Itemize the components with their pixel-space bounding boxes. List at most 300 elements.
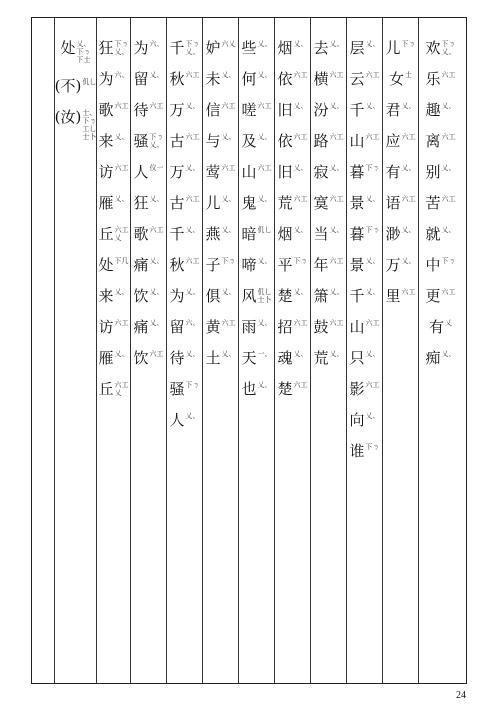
lyric-cell: [133, 164, 163, 181]
notation-mark: 六工: [365, 319, 380, 327]
notation-mark: 乂、: [365, 257, 380, 265]
lyric-cell: [313, 102, 343, 119]
lyric-cell: [98, 102, 128, 119]
lyric-cell: [169, 226, 199, 243]
notation-mark: 乂、: [293, 164, 308, 172]
lyric-character: 痛: [133, 318, 149, 336]
notation-mark: 乂、: [257, 319, 272, 327]
lyric-character: 骚: [169, 380, 185, 398]
lyric-character: 骚: [133, 132, 149, 150]
notation-mark: 六工: [329, 195, 344, 203]
score-column: [274, 18, 310, 683]
lyric-character: 千: [349, 287, 365, 305]
lyric-character: 影: [349, 380, 365, 398]
notation-mark: 六工: [185, 133, 200, 141]
lyric-character: 儿: [385, 39, 401, 57]
lyric-character: 天: [241, 349, 257, 367]
notation-mark: 乂、: [185, 226, 200, 234]
notation-mark: 下ㄋ: [401, 40, 416, 48]
lyric-cell: [133, 288, 163, 305]
notation-mark: 乂、: [221, 350, 236, 358]
notation-mark: 乂、: [257, 257, 272, 265]
notation-mark: 六工: [329, 71, 344, 79]
lyric-character: 有: [428, 318, 445, 336]
lyric-character: 与: [205, 132, 221, 150]
lyric-character: 狂: [133, 194, 149, 212]
lyric-character: 横: [313, 70, 329, 88]
notation-mark: 仉乚: [82, 78, 97, 86]
column-stack: [313, 40, 343, 381]
notation-mark: 六工: [185, 257, 200, 265]
lyric-cell: [241, 164, 271, 181]
lyric-cell: [205, 71, 235, 88]
lyric-character: 依: [277, 70, 293, 88]
lyric-character: 万: [169, 163, 185, 181]
lyric-cell: [241, 102, 271, 119]
lyric-cell: [241, 195, 271, 212]
notation-mark: 六工: [441, 195, 456, 203]
lyric-cell: [98, 288, 128, 305]
lyric-character: 丘: [98, 225, 114, 243]
lyric-character: 烟: [277, 39, 293, 57]
lyric-cell: [425, 288, 455, 305]
lyric-cell: [98, 350, 128, 367]
lyric-cell: [425, 226, 455, 243]
lyric-cell: [169, 381, 199, 398]
lyric-character: 秋: [169, 70, 185, 88]
lyric-cell: [385, 40, 415, 57]
lyric-character: 招: [277, 318, 293, 336]
lyric-cell: [313, 195, 343, 212]
lyric-cell: [205, 195, 235, 212]
lyric-character: 歌: [133, 225, 149, 243]
lyric-cell: [313, 257, 343, 274]
lyric-character: 来: [98, 132, 114, 150]
lyric-cell: [169, 102, 199, 119]
notation-mark: 乂、: [257, 381, 272, 389]
lyric-cell: [313, 319, 343, 336]
lyric-cell: [349, 412, 379, 429]
lyric-cell: [169, 412, 199, 429]
lyric-cell: [133, 226, 163, 243]
lyric-cell: [169, 257, 199, 274]
lyric-cell: [241, 71, 271, 88]
lyric-character: 汾: [313, 101, 329, 119]
lyric-character: 痛: [133, 256, 149, 274]
lyric-character: 儿: [205, 194, 221, 212]
notation-mark: 乂、: [293, 40, 308, 48]
lyric-character: 待: [169, 349, 185, 367]
lyric-character: 留: [169, 318, 185, 336]
notation-mark: 六工: [257, 164, 272, 172]
lyric-character: 中: [425, 256, 441, 274]
notation-mark: 乂、: [441, 164, 456, 172]
column-stack: [277, 40, 307, 412]
lyric-character: 人: [169, 411, 185, 429]
column-stack: [241, 40, 271, 412]
lyric-character: 访: [98, 163, 114, 181]
notation-mark: 六、: [114, 71, 129, 79]
notation-mark: 六工: [257, 102, 272, 110]
lyric-character: 君: [385, 101, 401, 119]
notation-mark: 下ㄋ: [365, 443, 380, 451]
notation-mark: 六工: [365, 133, 380, 141]
notation-mark: 六工: [441, 133, 456, 141]
lyric-cell: [277, 288, 307, 305]
notation-mark: 仉乚: [257, 226, 272, 234]
lyric-cell: [277, 133, 307, 150]
lyric-character: 处: [98, 256, 114, 274]
lyric-character: 应: [385, 132, 401, 150]
lyric-character: 雨: [241, 318, 257, 336]
lyric-cell: [385, 226, 415, 243]
notation-mark: 六工: [293, 71, 308, 79]
lyric-cell: [98, 133, 128, 150]
lyric-character: 古: [169, 132, 185, 150]
lyric-cell: [349, 164, 379, 181]
lyric-character: 为: [169, 287, 185, 305]
lyric-cell: [349, 288, 379, 305]
column-stack: [425, 40, 455, 381]
notation-mark: 六工: [441, 71, 456, 79]
notation-mark: 六工: [293, 133, 308, 141]
lyric-cell: [425, 257, 455, 274]
score-column: [96, 18, 130, 683]
notation-mark: 六工: [329, 257, 344, 265]
notation-mark: 六工: [114, 319, 129, 327]
notation-mark: 下几: [114, 257, 129, 265]
notation-mark: 乂、: [293, 350, 308, 358]
notation-mark: 仪一: [149, 164, 164, 172]
notation-mark: 乂、: [221, 288, 236, 296]
notation-mark: 乂、: [365, 288, 380, 296]
lyric-character: 秋: [169, 256, 185, 274]
lyric-cell: [313, 350, 343, 367]
lyric-character: 饮: [133, 287, 149, 305]
lyric-character: 层: [349, 39, 365, 57]
notation-mark: 六工: [149, 226, 164, 234]
notation-mark: 乂、: [329, 226, 344, 234]
notation-mark: 乂、: [185, 412, 200, 420]
lyric-cell: [349, 133, 379, 150]
lyric-character: 乐: [425, 70, 441, 88]
notation-mark: 乂、: [221, 133, 236, 141]
notation-mark: 乂、: [221, 71, 236, 79]
lyric-cell: [277, 350, 307, 367]
notation-mark: 六工: [221, 102, 236, 110]
lyric-character: 千: [169, 39, 185, 57]
lyric-cell: [241, 226, 271, 243]
lyric-character: 鼓: [313, 318, 329, 336]
lyric-cell: [169, 71, 199, 88]
column-stack: [385, 40, 415, 319]
lyric-character: 处: [60, 39, 76, 57]
lyric-cell: [133, 71, 163, 88]
lyric-character: 风: [241, 287, 257, 305]
notation-mark: 六工: [114, 164, 129, 172]
lyric-cell: [277, 164, 307, 181]
lyric-cell: [169, 40, 199, 57]
notation-mark: 下ㄋ: [365, 226, 380, 234]
lyric-cell: [98, 195, 128, 212]
notation-mark: 乂、: [114, 195, 129, 203]
lyric-cell: [385, 133, 415, 150]
lyric-character: 里: [385, 287, 401, 305]
notation-mark: 乂、 下ㄋ 下士: [76, 40, 91, 64]
lyric-cell: [55, 78, 97, 95]
notation-mark: 乂、: [149, 257, 164, 265]
notation-mark: 六工: [293, 319, 308, 327]
lyric-character: 待: [133, 101, 149, 119]
lyric-character: 路: [313, 132, 329, 150]
notation-mark: 六工: [149, 102, 164, 110]
notation-mark: 乂、: [114, 133, 129, 141]
lyric-cell: [349, 71, 379, 88]
lyric-character: 有: [385, 163, 401, 181]
lyric-character: 楚: [277, 380, 293, 398]
lyric-cell: [205, 226, 235, 243]
score-column: [382, 18, 418, 683]
column-stack: [55, 40, 97, 155]
lyric-cell: [349, 102, 379, 119]
lyric-character: 山: [349, 318, 365, 336]
lyric-cell: [313, 288, 343, 305]
lyric-character: 年: [313, 256, 329, 274]
lyric-character: 为: [133, 39, 149, 57]
lyric-cell: [425, 40, 455, 57]
notation-mark: 六工 乂: [114, 226, 129, 242]
lyric-cell: [277, 71, 307, 88]
lyric-cell: [205, 164, 235, 181]
lyric-character: 景: [349, 256, 365, 274]
lyric-cell: [169, 133, 199, 150]
lyric-cell: [60, 40, 90, 64]
lyric-cell: [241, 319, 271, 336]
lyric-character: 雁: [98, 349, 114, 367]
lyric-character: 山: [241, 163, 257, 181]
notation-mark: 六工: [401, 195, 416, 203]
lyric-character: 人: [133, 163, 149, 181]
lyric-character: 访: [98, 318, 114, 336]
notation-mark: 乂、: [221, 195, 236, 203]
column-stack: [35, 40, 51, 54]
lyric-cell: [313, 71, 343, 88]
score-column: [54, 18, 96, 683]
lyric-character: 千: [349, 101, 365, 119]
lyric-character: 旧: [277, 101, 293, 119]
notation-mark: 乂、: [257, 71, 272, 79]
lyric-cell: [98, 71, 128, 88]
notation-mark: 乂、: [185, 350, 200, 358]
lyric-cell: [313, 40, 343, 57]
lyric-character: 旧: [277, 163, 293, 181]
notation-mark: 乂、: [221, 226, 236, 234]
lyric-character: 雁: [98, 194, 114, 212]
notation-mark: 六工: [149, 350, 164, 358]
lyric-character: (不): [54, 77, 82, 95]
notation-mark: 乂、: [365, 195, 380, 203]
lyric-cell: [425, 195, 455, 212]
lyric-cell: [277, 381, 307, 398]
lyric-character: 更: [425, 287, 441, 305]
score-columns: [32, 18, 466, 683]
column-stack: [205, 40, 235, 381]
column-stack: [133, 40, 163, 381]
notation-mark: 下ㄋ: [293, 257, 308, 265]
lyric-character: 何: [241, 70, 257, 88]
lyric-character: 楚: [277, 287, 293, 305]
lyric-character: 为: [98, 70, 114, 88]
notation-mark: 六工: [185, 71, 200, 79]
lyric-character: 寞: [313, 194, 329, 212]
notation-mark: 六工: [221, 164, 236, 172]
notation-mark: 六工: [293, 195, 308, 203]
lyric-character: 痴: [425, 349, 441, 367]
lyric-character: 啼: [241, 256, 257, 274]
notation-mark: 乂、: [114, 288, 129, 296]
notation-mark: 六工: [441, 288, 456, 296]
lyric-cell: [277, 257, 307, 274]
column-stack: [169, 40, 199, 443]
lyric-character: 就: [425, 225, 441, 243]
notation-mark: 下ㄋ 乂、: [149, 133, 164, 149]
lyric-character: 暮: [349, 225, 365, 243]
notation-mark: 下ㄋ: [441, 257, 456, 265]
lyric-cell: [425, 350, 455, 367]
lyric-cell: [205, 319, 235, 336]
lyric-cell: [98, 319, 128, 336]
lyric-cell: [133, 102, 163, 119]
lyric-character: 景: [349, 194, 365, 212]
notation-mark: 乂、: [185, 164, 200, 172]
notation-mark: 乂、: [401, 102, 416, 110]
notation-mark: 六工: [365, 381, 380, 389]
notation-mark: 乂、: [401, 226, 416, 234]
lyric-cell: [98, 40, 128, 57]
lyric-character: 鬼: [241, 194, 257, 212]
score-column: [32, 18, 54, 683]
lyric-character: 些: [241, 39, 257, 57]
lyric-cell: [313, 226, 343, 243]
lyric-character: 信: [205, 101, 221, 119]
column-stack: [349, 40, 379, 474]
notation-mark: 乂、: [365, 40, 380, 48]
lyric-character: 暮: [349, 163, 365, 181]
notation-mark: 下ㄋ 乂、: [441, 40, 456, 56]
notation-mark: 乂、: [185, 102, 200, 110]
notation-mark: 六工: [221, 319, 236, 327]
notation-mark: 一、: [257, 350, 272, 358]
lyric-cell: [98, 226, 128, 243]
lyric-character: 女: [388, 70, 405, 88]
lyric-character: 向: [349, 411, 365, 429]
lyric-character: 荒: [313, 349, 329, 367]
notation-mark: 乂: [445, 319, 453, 327]
lyric-cell: [205, 102, 235, 119]
notation-mark: 六工: [185, 195, 200, 203]
lyric-character: 谁: [349, 442, 365, 460]
lyric-character: 欢: [425, 39, 441, 57]
notation-mark: 乂、: [401, 257, 416, 265]
score-column: [202, 18, 238, 683]
lyric-character: 妒: [205, 39, 221, 57]
notation-mark: 六工: [329, 319, 344, 327]
lyric-cell: [205, 257, 235, 274]
notation-mark: 乂、: [149, 71, 164, 79]
lyric-character: 只: [349, 349, 365, 367]
notation-mark: 乂、: [185, 288, 200, 296]
notation-mark: 乂、: [329, 102, 344, 110]
notation-mark: 下ㄋ: [185, 381, 200, 389]
lyric-cell: [169, 164, 199, 181]
lyric-cell: [169, 319, 199, 336]
lyric-character: 依: [277, 132, 293, 150]
lyric-cell: [98, 381, 128, 398]
lyric-character: 山: [349, 132, 365, 150]
lyric-character: 子: [205, 256, 221, 274]
notation-mark: 六乂: [221, 40, 236, 48]
notation-mark: 六工: [401, 133, 416, 141]
notation-mark: 乂、: [257, 40, 272, 48]
notation-mark: 下ㄋ 乂、: [185, 40, 200, 56]
lyric-character: 土: [205, 349, 221, 367]
lyric-cell: [133, 195, 163, 212]
notation-mark: 乂、: [401, 164, 416, 172]
notation-mark: 士: [405, 71, 413, 79]
notation-mark: 乂、: [257, 195, 272, 203]
lyric-cell: [133, 319, 163, 336]
lyric-cell: [349, 350, 379, 367]
notation-mark: 乂、: [293, 102, 308, 110]
lyric-character: 趣: [425, 101, 441, 119]
lyric-cell: [169, 195, 199, 212]
lyric-cell: [313, 133, 343, 150]
score-frame: [31, 17, 467, 684]
notation-mark: 乂、: [149, 288, 164, 296]
notation-mark: 乂、: [365, 412, 380, 420]
notation-mark: 乂、: [441, 102, 456, 110]
notation-mark: 六工: [365, 71, 380, 79]
lyric-character: 别: [425, 163, 441, 181]
lyric-cell: [385, 195, 415, 212]
lyric-character: 狂: [98, 39, 114, 57]
score-column: [418, 18, 462, 683]
score-column: [130, 18, 166, 683]
lyric-cell: [349, 226, 379, 243]
lyric-cell: [349, 381, 379, 398]
lyric-cell: [205, 133, 235, 150]
lyric-character: 及: [241, 132, 257, 150]
lyric-cell: [277, 195, 307, 212]
lyric-cell: [205, 40, 235, 57]
notation-mark: 六工: [114, 102, 129, 110]
lyric-cell: [349, 319, 379, 336]
lyric-character: 莺: [205, 163, 221, 181]
lyric-cell: [277, 40, 307, 57]
lyric-character: 燕: [205, 225, 221, 243]
lyric-cell: [425, 102, 455, 119]
lyric-character: 俱: [205, 287, 221, 305]
lyric-character: 烟: [277, 225, 293, 243]
lyric-cell: [313, 164, 343, 181]
lyric-character: (汝): [54, 108, 82, 126]
lyric-cell: [349, 443, 379, 460]
notation-mark: 乂、: [441, 350, 456, 358]
notation-mark: 乂、: [293, 288, 308, 296]
lyric-cell: [169, 350, 199, 367]
lyric-cell: [385, 102, 415, 119]
lyric-cell: [425, 164, 455, 181]
